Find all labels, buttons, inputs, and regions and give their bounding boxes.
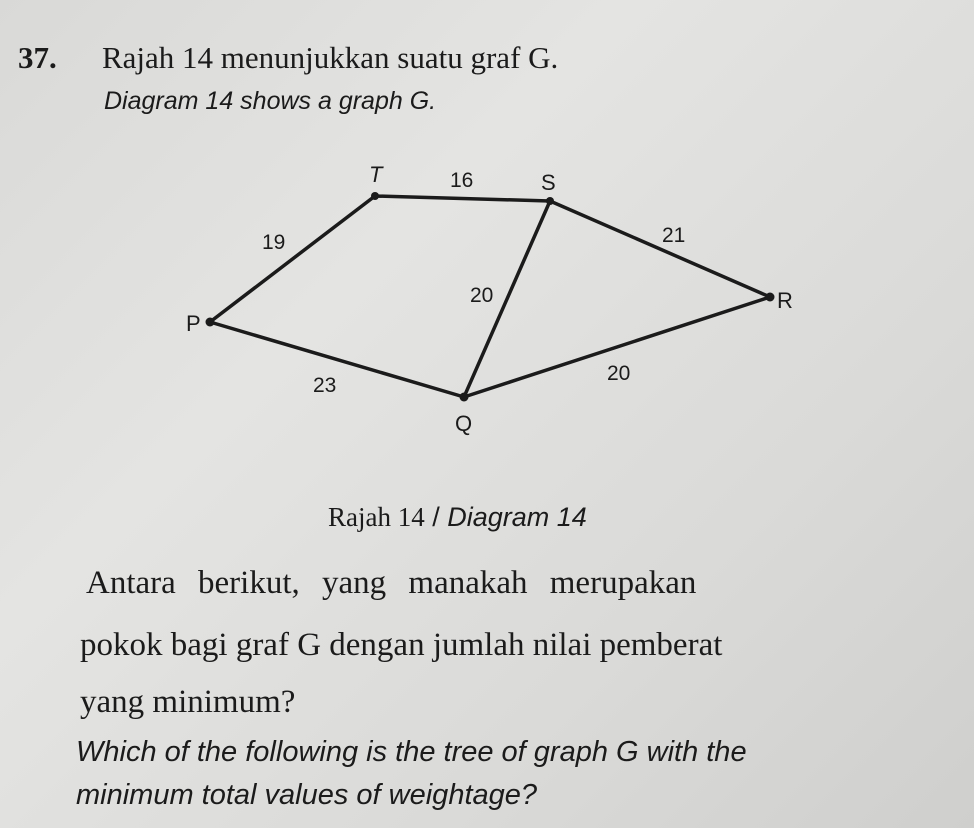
edge-s-r <box>550 201 770 297</box>
vertex-r-point <box>766 293 775 302</box>
edge-t-p <box>210 196 375 322</box>
question-text-english-line-1: Which of the following is the tree of graph G with the <box>76 736 747 768</box>
edge-p-q <box>210 322 464 397</box>
vertex-label-q: Q <box>455 411 473 436</box>
vertex-label-r: R <box>777 288 793 313</box>
caption-english: Diagram 14 <box>447 502 587 532</box>
vertex-s-point <box>546 197 554 205</box>
question-title-malay: Rajah 14 menunjukkan suatu graf G. <box>102 40 559 75</box>
vertex-q-point <box>460 393 469 402</box>
question-text-malay-line-2: pokok bagi graf G dengan jumlah nilai pemberat <box>80 627 723 663</box>
weight-label-t-p: 19 <box>262 231 286 254</box>
vertex-label-p: P <box>186 311 201 336</box>
caption-malay: Rajah 14 <box>328 502 425 532</box>
edge-t-s <box>375 196 550 201</box>
vertex-t-point <box>371 192 379 200</box>
weight-label-t-s: 16 <box>450 169 474 192</box>
weight-label-q-r: 20 <box>607 362 631 385</box>
question-text-english-line-2: minimum total values of weightage? <box>76 779 538 811</box>
weight-label-s-r: 21 <box>662 224 686 247</box>
weight-label-p-q: 23 <box>313 374 337 397</box>
vertex-label-s: S <box>541 170 556 195</box>
question-title-english: Diagram 14 shows a graph G. <box>104 87 437 115</box>
question-text-malay-line-1: Antara berikut, yang manakah merupakan <box>86 565 697 601</box>
vertex-p-point <box>206 318 215 327</box>
vertex-label-t: T <box>369 162 383 187</box>
question-text-malay-line-3: yang minimum? <box>80 684 296 720</box>
caption-separator: / <box>424 502 448 532</box>
weight-label-s-q: 20 <box>470 284 494 307</box>
diagram-caption <box>328 502 587 533</box>
question-number: 37. <box>18 40 57 75</box>
